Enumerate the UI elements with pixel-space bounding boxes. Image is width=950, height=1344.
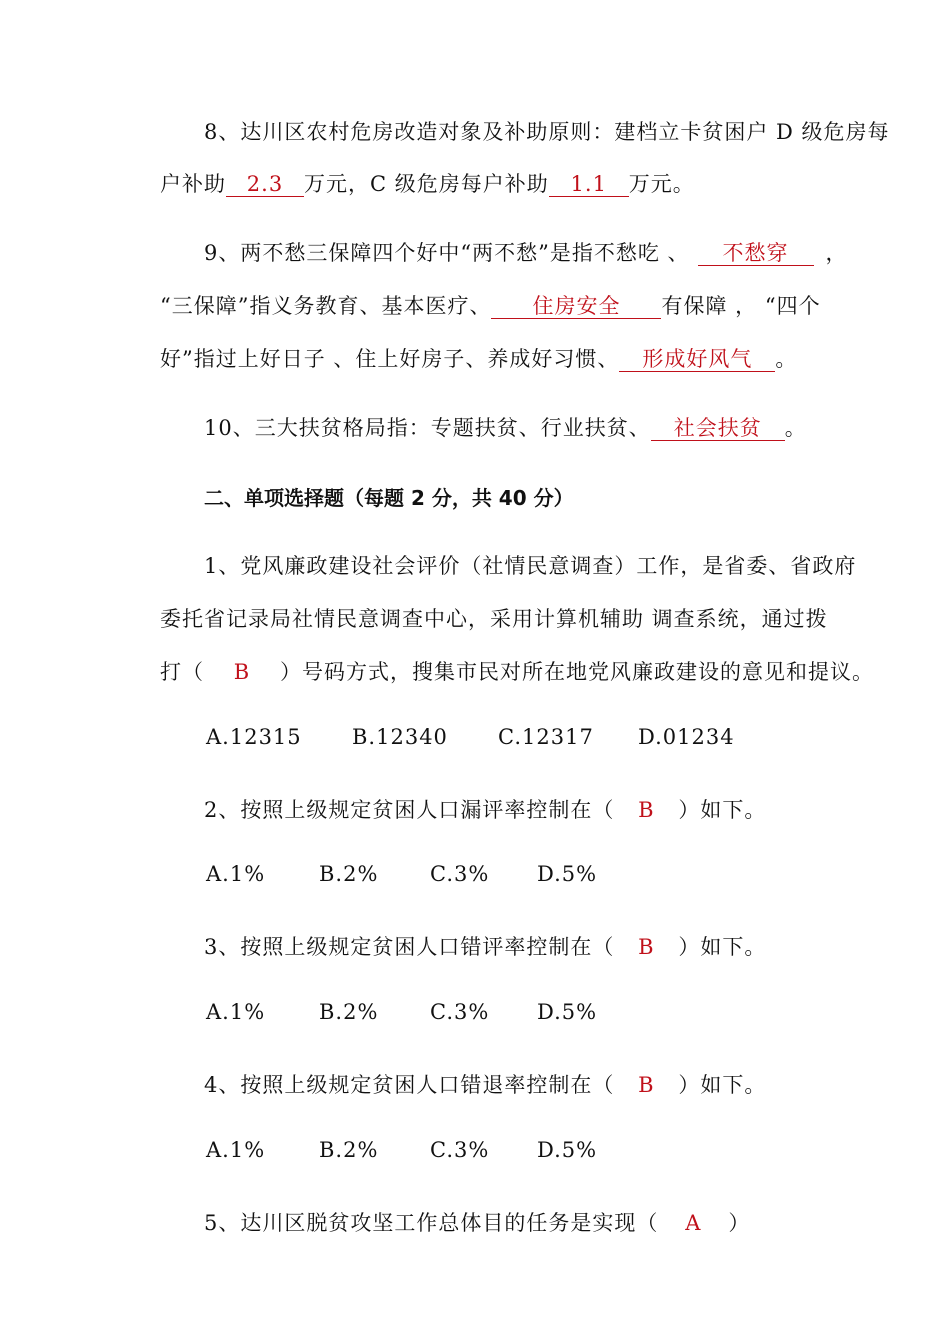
- mc-q1-line-3: [160, 656, 874, 686]
- q9-text: “三保障”指义务教育、基本医疗、: [160, 294, 492, 318]
- mc-q3-line: [204, 931, 766, 961]
- mc-q2-line: [204, 794, 766, 824]
- q9-line-1: [204, 237, 848, 267]
- mc-q3-text: ）如下。: [678, 935, 767, 959]
- q8-answer-blank-c: 1.1: [549, 172, 629, 197]
- q8-line-1: [204, 116, 890, 146]
- q8-text: 万元，C 级危房每户补助: [304, 172, 549, 196]
- mc-q1-options: [206, 725, 735, 749]
- mc-q4-line: [204, 1069, 766, 1099]
- mc-q3-text: 3、按照上级规定贫困人口错评率控制在（: [204, 935, 615, 959]
- option-d: D.01234: [638, 725, 735, 749]
- option-a: A.12315: [206, 725, 302, 749]
- q8-text: 户补助: [160, 172, 226, 196]
- q9-line-3: [160, 343, 797, 373]
- option-d: D.5%: [537, 1000, 598, 1024]
- q9-answer-blank-1: 不愁穿: [698, 241, 814, 266]
- q9-text: 好”指过上好日子 、住上好房子、养成好习惯、: [160, 347, 620, 371]
- option-b: B.2%: [319, 862, 379, 886]
- option-b: B.12340: [352, 725, 448, 749]
- q10-text: 10、三大扶贫格局指：专题扶贫、行业扶贫、: [204, 416, 651, 440]
- option-b: B.2%: [319, 1000, 379, 1024]
- mc-q4-text: ）如下。: [678, 1073, 767, 1097]
- option-a: A.1%: [206, 862, 266, 886]
- q8-answer-blank-d: 2.3: [226, 172, 304, 197]
- mc-q1-text: ）号码方式，搜集市民对所在地党风廉政建设的意见和提议。: [280, 660, 874, 684]
- q9-text: ，: [825, 241, 848, 265]
- q9-text: 。: [775, 347, 798, 371]
- option-c: C.3%: [430, 862, 490, 886]
- q10-text: 。: [784, 416, 807, 440]
- mc-q4-text: 4、按照上级规定贫困人口错退率控制在（: [204, 1073, 615, 1097]
- mc-q4-options: [206, 1138, 597, 1162]
- mc-q5-text: 5、达川区脱贫攻坚工作总体目的任务是实现（: [204, 1211, 659, 1235]
- mc-q4-answer: B: [638, 1073, 655, 1097]
- option-a: A.1%: [206, 1138, 266, 1162]
- q9-answer-blank-2: 住房安全: [491, 294, 661, 319]
- mc-q3-options: [206, 1000, 597, 1024]
- mc-q1-answer: B: [233, 660, 251, 684]
- q8-text: 8、达川区农村危房改造对象及补助原则：建档立卡贫困户 D 级危房每: [204, 120, 890, 144]
- q8-line-2: [160, 168, 695, 198]
- mc-q2-options: [206, 862, 597, 886]
- mc-q1-text: 委托省记录局社情民意调查中心，采用计算机辅助 调查系统，通过拨: [160, 607, 828, 631]
- mc-q2-text: ）如下。: [678, 798, 767, 822]
- mc-q5-text: ）: [728, 1211, 751, 1235]
- mc-q3-answer: B: [638, 935, 655, 959]
- mc-q1-line-1: [204, 550, 856, 580]
- section-heading: 二、单项选择题（每题 2 分，共 40 分）: [204, 486, 574, 510]
- q9-text: 9、两不愁三保障四个好中“两不愁”是指不愁吃 、: [204, 241, 690, 265]
- option-d: D.5%: [537, 862, 598, 886]
- option-d: D.5%: [537, 1138, 598, 1162]
- q9-text: 有保障 ， “四个: [661, 294, 821, 318]
- option-c: C.12317: [498, 725, 594, 749]
- mc-q5-answer: A: [685, 1211, 702, 1235]
- option-c: C.3%: [430, 1138, 490, 1162]
- option-c: C.3%: [430, 1000, 490, 1024]
- option-a: A.1%: [206, 1000, 266, 1024]
- q8-text: 万元。: [628, 172, 695, 196]
- mc-q5-line: [204, 1207, 750, 1237]
- option-b: B.2%: [319, 1138, 379, 1162]
- mc-q2-answer: B: [638, 798, 655, 822]
- q10-line: [204, 412, 807, 442]
- q10-answer-blank: 社会扶贫: [651, 416, 785, 441]
- mc-q1-text: 打（: [160, 660, 204, 684]
- mc-q2-text: 2、按照上级规定贫困人口漏评率控制在（: [204, 798, 615, 822]
- mc-q1-text: 1、党风廉政建设社会评价（社情民意调查）工作，是省委、省政府: [204, 554, 857, 578]
- q9-answer-blank-3: 形成好风气: [619, 347, 775, 372]
- q9-line-2: [160, 290, 821, 320]
- mc-q1-line-2: [160, 603, 828, 633]
